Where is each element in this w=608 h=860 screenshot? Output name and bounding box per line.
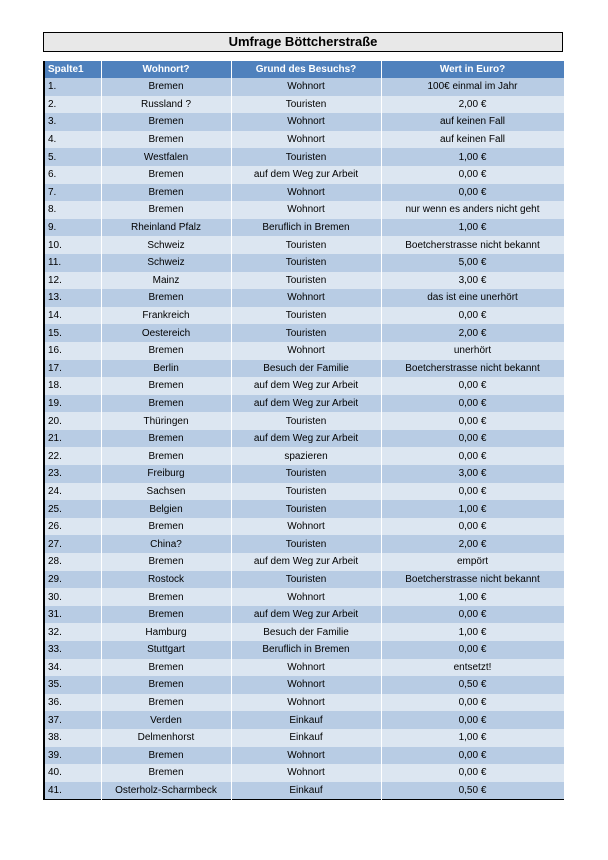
- cell-wert: 0,00 €: [381, 307, 564, 325]
- cell-wohnort: China?: [101, 535, 231, 553]
- header-grund: Grund des Besuchs?: [231, 61, 381, 78]
- cell-number: 22.: [44, 447, 101, 465]
- table-row: [44, 623, 564, 641]
- cell-number: 38.: [44, 729, 101, 747]
- table-row: [44, 588, 564, 606]
- cell-wohnort: Westfalen: [101, 148, 231, 166]
- cell-number: 27.: [44, 535, 101, 553]
- cell-grund: Touristen: [231, 571, 381, 589]
- cell-grund: Wohnort: [231, 113, 381, 131]
- table-row: [44, 131, 564, 149]
- cell-number: 29.: [44, 571, 101, 589]
- cell-wohnort: Bremen: [101, 659, 231, 677]
- cell-wert: 0,00 €: [381, 694, 564, 712]
- cell-wohnort: Bremen: [101, 764, 231, 782]
- cell-wert: 3,00 €: [381, 465, 564, 483]
- cell-wert: 1,00 €: [381, 500, 564, 518]
- table-row: [44, 729, 564, 747]
- cell-wohnort: Oestereich: [101, 324, 231, 342]
- survey-table: [43, 61, 565, 800]
- cell-wohnort: Bremen: [101, 113, 231, 131]
- cell-wert: 0,00 €: [381, 184, 564, 202]
- cell-wert: 0,00 €: [381, 166, 564, 184]
- cell-wert: 0,00 €: [381, 447, 564, 465]
- cell-wohnort: Stuttgart: [101, 641, 231, 659]
- cell-number: 3.: [44, 113, 101, 131]
- cell-wert: Boetcherstrasse nicht bekannt: [381, 236, 564, 254]
- cell-number: 32.: [44, 623, 101, 641]
- cell-wohnort: Bremen: [101, 289, 231, 307]
- cell-grund: Touristen: [231, 148, 381, 166]
- cell-wert: 1,00 €: [381, 623, 564, 641]
- table-row: [44, 254, 564, 272]
- cell-number: 34.: [44, 659, 101, 677]
- cell-number: 40.: [44, 764, 101, 782]
- header-wohnort: Wohnort?: [101, 61, 231, 78]
- cell-number: 23.: [44, 465, 101, 483]
- table-row: [44, 324, 564, 342]
- cell-number: 10.: [44, 236, 101, 254]
- cell-grund: Touristen: [231, 465, 381, 483]
- cell-wert: Boetcherstrasse nicht bekannt: [381, 571, 564, 589]
- table-row: [44, 377, 564, 395]
- table-row: [44, 606, 564, 624]
- cell-wohnort: Bremen: [101, 395, 231, 413]
- cell-wert: das ist eine unerhört: [381, 289, 564, 307]
- cell-grund: Wohnort: [231, 201, 381, 219]
- page-title: Umfrage Böttcherstraße: [43, 32, 563, 52]
- table-row: [44, 219, 564, 237]
- cell-grund: Touristen: [231, 412, 381, 430]
- cell-number: 28.: [44, 553, 101, 571]
- cell-number: 33.: [44, 641, 101, 659]
- cell-grund: Wohnort: [231, 747, 381, 765]
- table-row: [44, 747, 564, 765]
- cell-grund: Touristen: [231, 483, 381, 501]
- table-row: [44, 360, 564, 378]
- cell-grund: auf dem Weg zur Arbeit: [231, 553, 381, 571]
- cell-grund: Wohnort: [231, 131, 381, 149]
- cell-wert: 0,50 €: [381, 676, 564, 694]
- table-row: [44, 500, 564, 518]
- cell-number: 37.: [44, 711, 101, 729]
- header-wert: Wert in Euro?: [381, 61, 564, 78]
- cell-wohnort: Rostock: [101, 571, 231, 589]
- cell-grund: Wohnort: [231, 184, 381, 202]
- cell-wert: auf keinen Fall: [381, 131, 564, 149]
- cell-wert: 5,00 €: [381, 254, 564, 272]
- table-row: [44, 96, 564, 114]
- cell-wohnort: Osterholz-Scharmbeck: [101, 782, 231, 800]
- table-row: [44, 166, 564, 184]
- cell-wohnort: Bremen: [101, 430, 231, 448]
- table-row: [44, 465, 564, 483]
- cell-grund: Touristen: [231, 96, 381, 114]
- cell-wert: 1,00 €: [381, 588, 564, 606]
- cell-number: 24.: [44, 483, 101, 501]
- cell-grund: Wohnort: [231, 694, 381, 712]
- cell-grund: spazieren: [231, 447, 381, 465]
- table-body: [44, 78, 564, 800]
- cell-wert: 0,50 €: [381, 782, 564, 800]
- cell-grund: Wohnort: [231, 289, 381, 307]
- cell-number: 21.: [44, 430, 101, 448]
- table-row: [44, 184, 564, 202]
- cell-wohnort: Belgien: [101, 500, 231, 518]
- cell-number: 39.: [44, 747, 101, 765]
- table-row: [44, 483, 564, 501]
- table-row: [44, 148, 564, 166]
- cell-grund: Touristen: [231, 272, 381, 290]
- table-row: [44, 113, 564, 131]
- table-row: [44, 236, 564, 254]
- cell-wohnort: Bremen: [101, 518, 231, 536]
- cell-wohnort: Sachsen: [101, 483, 231, 501]
- cell-wert: 1,00 €: [381, 729, 564, 747]
- table-row: [44, 641, 564, 659]
- table-row: [44, 676, 564, 694]
- cell-wohnort: Russland ?: [101, 96, 231, 114]
- cell-wohnort: Bremen: [101, 606, 231, 624]
- cell-number: 25.: [44, 500, 101, 518]
- cell-number: 1.: [44, 78, 101, 96]
- cell-number: 35.: [44, 676, 101, 694]
- table-row: [44, 289, 564, 307]
- cell-number: 7.: [44, 184, 101, 202]
- cell-number: 20.: [44, 412, 101, 430]
- cell-wohnort: Freiburg: [101, 465, 231, 483]
- cell-wert: Boetcherstrasse nicht bekannt: [381, 360, 564, 378]
- cell-number: 16.: [44, 342, 101, 360]
- cell-wert: 2,00 €: [381, 535, 564, 553]
- cell-grund: Wohnort: [231, 676, 381, 694]
- cell-wohnort: Bremen: [101, 447, 231, 465]
- cell-number: 17.: [44, 360, 101, 378]
- cell-wert: entsetzt!: [381, 659, 564, 677]
- cell-wohnort: Thüringen: [101, 412, 231, 430]
- cell-wert: 0,00 €: [381, 747, 564, 765]
- cell-number: 19.: [44, 395, 101, 413]
- cell-grund: auf dem Weg zur Arbeit: [231, 430, 381, 448]
- cell-wohnort: Frankreich: [101, 307, 231, 325]
- cell-wert: empört: [381, 553, 564, 571]
- cell-wohnort: Bremen: [101, 166, 231, 184]
- table-row: [44, 447, 564, 465]
- cell-wohnort: Bremen: [101, 588, 231, 606]
- cell-grund: Touristen: [231, 324, 381, 342]
- cell-grund: Touristen: [231, 535, 381, 553]
- cell-wert: 2,00 €: [381, 96, 564, 114]
- cell-grund: Wohnort: [231, 78, 381, 96]
- cell-wohnort: Hamburg: [101, 623, 231, 641]
- cell-grund: Einkauf: [231, 729, 381, 747]
- cell-grund: Touristen: [231, 254, 381, 272]
- cell-grund: Beruflich in Bremen: [231, 219, 381, 237]
- cell-wert: 0,00 €: [381, 518, 564, 536]
- table-row: [44, 395, 564, 413]
- cell-wert: unerhört: [381, 342, 564, 360]
- cell-wert: 0,00 €: [381, 395, 564, 413]
- cell-grund: auf dem Weg zur Arbeit: [231, 606, 381, 624]
- cell-wohnort: Bremen: [101, 78, 231, 96]
- cell-wert: 0,00 €: [381, 483, 564, 501]
- table-row: [44, 659, 564, 677]
- cell-number: 26.: [44, 518, 101, 536]
- cell-wert: 0,00 €: [381, 412, 564, 430]
- cell-number: 8.: [44, 201, 101, 219]
- cell-number: 12.: [44, 272, 101, 290]
- cell-wohnort: Bremen: [101, 131, 231, 149]
- table-row: [44, 553, 564, 571]
- cell-wert: 1,00 €: [381, 148, 564, 166]
- cell-grund: Touristen: [231, 500, 381, 518]
- cell-grund: Wohnort: [231, 764, 381, 782]
- table-row: [44, 764, 564, 782]
- cell-number: 30.: [44, 588, 101, 606]
- cell-wohnort: Mainz: [101, 272, 231, 290]
- cell-wert: auf keinen Fall: [381, 113, 564, 131]
- table-header-row: [44, 61, 564, 78]
- cell-wohnort: Berlin: [101, 360, 231, 378]
- cell-wert: nur wenn es anders nicht geht: [381, 201, 564, 219]
- cell-number: 41.: [44, 782, 101, 800]
- cell-wert: 100€ einmal im Jahr: [381, 78, 564, 96]
- cell-number: 13.: [44, 289, 101, 307]
- table-row: [44, 307, 564, 325]
- cell-wert: 0,00 €: [381, 764, 564, 782]
- cell-number: 11.: [44, 254, 101, 272]
- cell-wohnort: Delmenhorst: [101, 729, 231, 747]
- table-row: [44, 430, 564, 448]
- cell-grund: Wohnort: [231, 659, 381, 677]
- table-row: [44, 412, 564, 430]
- cell-wohnort: Bremen: [101, 184, 231, 202]
- table-row: [44, 694, 564, 712]
- cell-wert: 0,00 €: [381, 711, 564, 729]
- table-row: [44, 711, 564, 729]
- cell-grund: auf dem Weg zur Arbeit: [231, 377, 381, 395]
- cell-number: 6.: [44, 166, 101, 184]
- table-row: [44, 272, 564, 290]
- cell-number: 2.: [44, 96, 101, 114]
- cell-grund: Wohnort: [231, 518, 381, 536]
- table-row: [44, 342, 564, 360]
- cell-wert: 0,00 €: [381, 430, 564, 448]
- cell-grund: Touristen: [231, 307, 381, 325]
- cell-wohnort: Bremen: [101, 201, 231, 219]
- cell-number: 9.: [44, 219, 101, 237]
- cell-wohnort: Bremen: [101, 747, 231, 765]
- cell-grund: Touristen: [231, 236, 381, 254]
- cell-number: 18.: [44, 377, 101, 395]
- cell-grund: auf dem Weg zur Arbeit: [231, 166, 381, 184]
- cell-wert: 0,00 €: [381, 606, 564, 624]
- cell-wohnort: Verden: [101, 711, 231, 729]
- table-row: [44, 518, 564, 536]
- cell-grund: Wohnort: [231, 342, 381, 360]
- table-row: [44, 782, 564, 800]
- table-row: [44, 78, 564, 96]
- cell-wert: 0,00 €: [381, 641, 564, 659]
- cell-wohnort: Bremen: [101, 676, 231, 694]
- cell-grund: Besuch der Familie: [231, 360, 381, 378]
- table-row: [44, 571, 564, 589]
- cell-number: 31.: [44, 606, 101, 624]
- cell-wohnort: Bremen: [101, 377, 231, 395]
- cell-wohnort: Bremen: [101, 553, 231, 571]
- cell-wohnort: Schweiz: [101, 254, 231, 272]
- cell-number: 4.: [44, 131, 101, 149]
- table-row: [44, 535, 564, 553]
- cell-wert: 3,00 €: [381, 272, 564, 290]
- cell-wohnort: Bremen: [101, 342, 231, 360]
- cell-number: 5.: [44, 148, 101, 166]
- cell-grund: Besuch der Familie: [231, 623, 381, 641]
- cell-grund: Beruflich in Bremen: [231, 641, 381, 659]
- cell-wohnort: Schweiz: [101, 236, 231, 254]
- table-row: [44, 201, 564, 219]
- cell-grund: Wohnort: [231, 588, 381, 606]
- cell-wert: 0,00 €: [381, 377, 564, 395]
- cell-grund: Einkauf: [231, 711, 381, 729]
- header-spalte1: Spalte1: [44, 61, 101, 78]
- cell-grund: Einkauf: [231, 782, 381, 800]
- cell-wohnort: Bremen: [101, 694, 231, 712]
- cell-number: 14.: [44, 307, 101, 325]
- cell-grund: auf dem Weg zur Arbeit: [231, 395, 381, 413]
- cell-number: 36.: [44, 694, 101, 712]
- cell-number: 15.: [44, 324, 101, 342]
- cell-wert: 2,00 €: [381, 324, 564, 342]
- cell-wohnort: Rheinland Pfalz: [101, 219, 231, 237]
- cell-wert: 1,00 €: [381, 219, 564, 237]
